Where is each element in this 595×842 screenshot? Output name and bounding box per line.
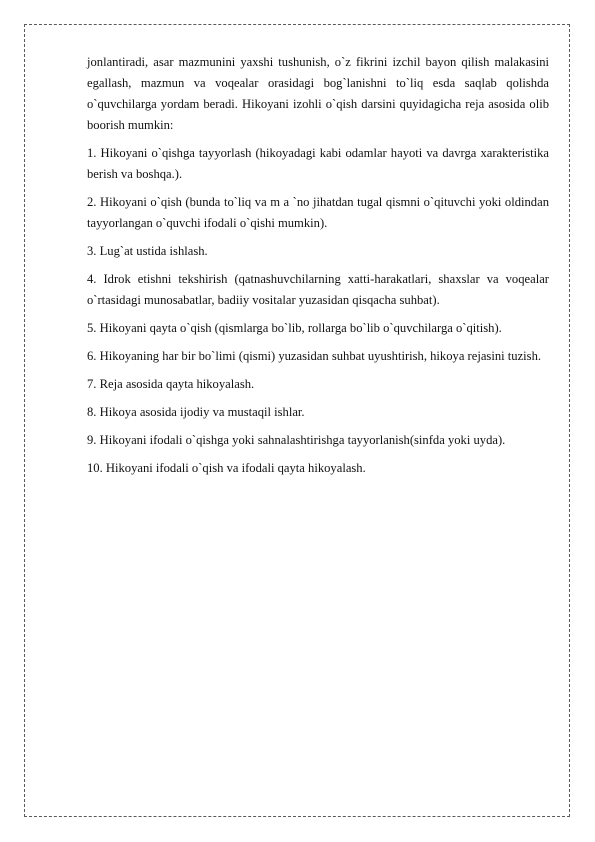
list-item: 4. Idrok etishni tekshirish (qatnashuvchilarning xatti-harakatlari, shaxslar va voqealar o`rtasidagi munosabatlar, badiiy vositalar yuzasidan qisqacha suhbat). xyxy=(87,272,549,307)
list-item: 8. Hikoya asosida ijodiy va mustaqil ishlar. xyxy=(87,405,305,419)
list-item: 5. Hikoyani qayta o`qish (qismlarga bo`lib, rollarga bo`lib o`quvchilarga o`qitish). xyxy=(87,321,502,335)
list-item: 7. Reja asosida qayta hikoyalash. xyxy=(87,377,255,391)
list-item: 3. Lug`at ustida ishlash. xyxy=(87,244,208,258)
list-item: 9. Hikoyani ifodali o`qishga yoki sahnalashtirishga tayyorlanish(sinfda yoki uyda). xyxy=(87,433,506,447)
list-item: 1. Hikoyani o`qishga tayyorlash (hikoyadagi kabi odamlar hayoti va davrga xarakteristika berish va boshqa.). xyxy=(87,146,549,181)
document-body xyxy=(87,52,549,486)
list-item: 10. Hikoyani ifodali o`qish va ifodali qayta hikoyalash. xyxy=(87,461,366,475)
list-item: 6. Hikoyaning har bir bo`limi (qismi) yuzasidan suhbat uyushtirish, hikoya rejasini tuzish. xyxy=(87,349,542,363)
intro-paragraph: jonlantiradi, asar mazmunini yaxshi tushunish, o`z fikrini izchil bayon qilish malakasini egallash, mazmun va voqealar orasidagi bog`lanishni to`liq esda saqlab qolishda o`quvchilarga yordam beradi. Hikoyani izohli o`qish darsini quyidagicha reja asosida olib boorish mumkin: xyxy=(87,55,549,132)
list-item: 2. Hikoyani o`qish (bunda to`liq va m a `no jihatdan tugal qismni o`qituvchi yoki oldindan tayyorlangan o`quvchi ifodali o`qishi mumkin). xyxy=(87,195,549,230)
